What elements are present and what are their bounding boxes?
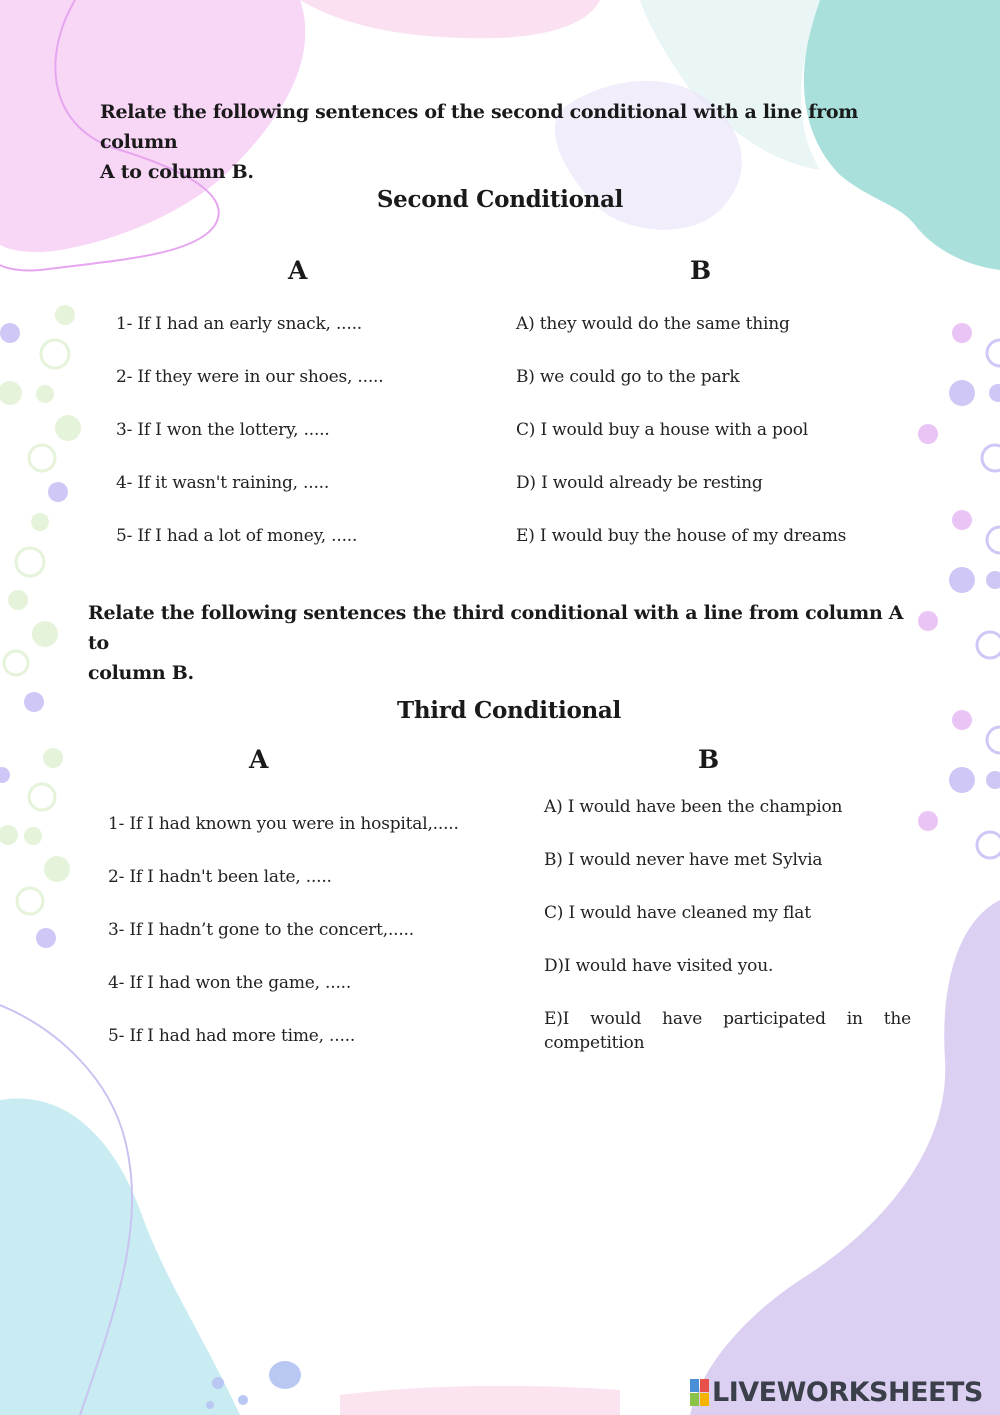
lavender-blob (690, 900, 1000, 1415)
pink-bottom (340, 1386, 620, 1415)
section1-a-item-5[interactable]: 5- If I had a lot of money, ..... (116, 526, 358, 546)
section1-a-item-4[interactable]: 4- If it wasn't raining, ..... (116, 473, 330, 493)
section1-a-item-3[interactable]: 3- If I won the lottery, ..... (116, 420, 330, 440)
section2-b-item-c[interactable]: C) I would have cleaned my flat (544, 903, 811, 923)
section2-a-item-3[interactable]: 3- If I hadn’t gone to the concert,..... (108, 920, 414, 940)
section1-b-item-d[interactable]: D) I would already be resting (516, 473, 763, 493)
pink-blob-top (300, 0, 600, 38)
section2-a-item-5[interactable]: 5- If I had had more time, ..... (108, 1026, 356, 1046)
section2-a-item-4[interactable]: 4- If I had won the game, ..... (108, 973, 352, 993)
section2-b-item-b[interactable]: B) I would never have met Sylvia (544, 850, 823, 870)
section1-instruction-line2: A to column B. (100, 161, 254, 183)
section2-b-item-d[interactable]: D)I would have visited you. (544, 956, 774, 976)
section2-a-item-1[interactable]: 1- If I had known you were in hospital,..... (108, 814, 459, 834)
right-dots (918, 323, 1000, 858)
left-dots (0, 305, 81, 948)
section1-instruction (100, 97, 920, 187)
logo-text: LIVEWORKSHEETS (712, 1376, 983, 1408)
section1-instruction-line1: Relate the following sentences of the second conditional with a line from column (100, 101, 859, 153)
section1-b-item-e[interactable]: E) I would buy the house of my dreams (516, 526, 847, 546)
section1-a-item-1[interactable]: 1- If I had an early snack, ..... (116, 314, 362, 334)
section2-instruction-line1: Relate the following sentences the third conditional with a line from column A to (88, 602, 904, 654)
logo-badge-icon (690, 1379, 709, 1406)
section2-b-item-a[interactable]: A) I would have been the champion (544, 797, 843, 817)
section2-title: Third Conditional (397, 697, 621, 724)
section1-b-item-c[interactable]: C) I would buy a house with a pool (516, 420, 809, 440)
section2-instruction-line2: column B. (88, 662, 194, 684)
section2-a-item-2[interactable]: 2- If I hadn't been late, ..... (108, 867, 332, 887)
section1-title: Second Conditional (376, 186, 624, 213)
section2-b-item-e[interactable] (544, 1009, 911, 1053)
section2-b-item-e-line1: E)I would have participated in the (544, 1009, 911, 1029)
section2-b-item-e-line2: competition (544, 1033, 645, 1053)
section1-b-item-b[interactable]: B) we could go to the park (516, 367, 740, 387)
section1-a-item-2[interactable]: 2- If they were in our shoes, ..... (116, 367, 384, 387)
section1-col-a-header: A (288, 256, 308, 285)
section2-col-a-header: A (249, 745, 269, 774)
sky-blob (0, 1098, 240, 1415)
section2-instruction (88, 598, 928, 688)
liveworksheets-logo[interactable] (690, 1374, 983, 1410)
section2-col-b-header: B (698, 745, 720, 774)
section1-b-item-a[interactable]: A) they would do the same thing (516, 314, 790, 334)
section1-col-b-header: B (690, 256, 712, 285)
